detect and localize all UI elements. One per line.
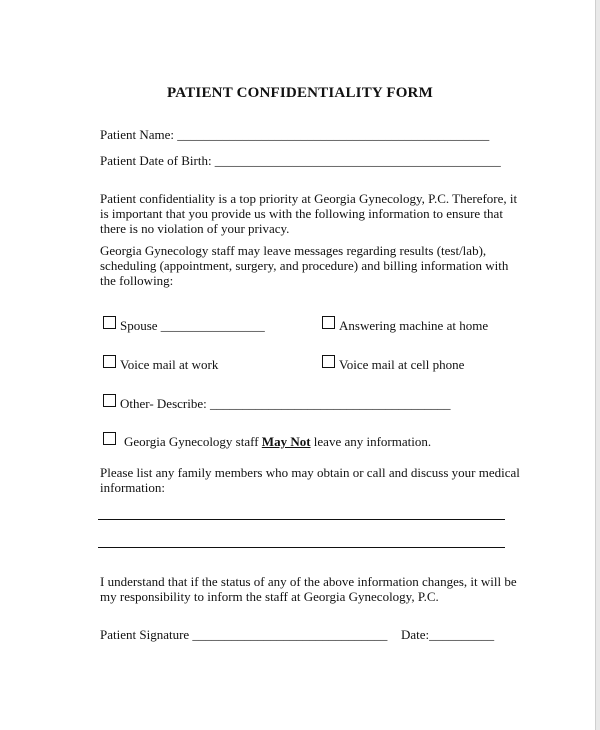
answering-machine-label: Answering machine at home [339,318,489,333]
voice-mail-cell-label: Voice mail at cell phone [339,357,465,372]
intro-paragraph: Patient confidentiality is a top priority at Georgia Gynecology, P.C. Therefore, it is important that you provide us with the following information to ensure that there is no violation of your privacy. [100,191,518,236]
voice-mail-work-label: Voice mail at work [120,357,219,372]
patient-name-field[interactable]: Patient Name: ________________________________________________ [100,127,490,142]
family-line-2[interactable] [98,547,505,548]
no-info-suffix: leave any information. [310,434,432,449]
voice-mail-work-checkbox[interactable] [103,355,116,368]
other-checkbox[interactable] [103,394,116,407]
other-describe-field[interactable]: Other- Describe: _____________________________________ [120,396,451,411]
answering-machine-checkbox[interactable] [322,316,335,329]
no-info-emphasis: May Not [261,434,311,449]
voice-mail-cell-checkbox[interactable] [322,355,335,368]
family-paragraph: Please list any family members who may obtain or call and discuss your medical information: [100,465,520,495]
signature-field[interactable]: Patient Signature ______________________________ [100,627,388,642]
spouse-checkbox[interactable] [103,316,116,329]
family-line-1[interactable] [98,519,505,520]
no-info-label [124,434,431,449]
spouse-label: Spouse ________________ [120,318,265,333]
no-info-prefix: Georgia Gynecology staff [124,434,262,449]
date-field[interactable]: Date:__________ [401,627,495,642]
patient-dob-field[interactable]: Patient Date of Birth: ____________________________________________ [100,153,501,168]
form-title: PATIENT CONFIDENTIALITY FORM [167,85,433,101]
understand-paragraph: I understand that if the status of any of the above information changes, it will be my responsibility to inform the staff at Georgia Gynecology, P.C. [100,574,517,604]
messages-paragraph: Georgia Gynecology staff may leave messages regarding results (test/lab), scheduling (appointment, surgery, and procedure) and billing information with the following: [100,243,509,288]
no-info-checkbox[interactable] [103,432,116,445]
